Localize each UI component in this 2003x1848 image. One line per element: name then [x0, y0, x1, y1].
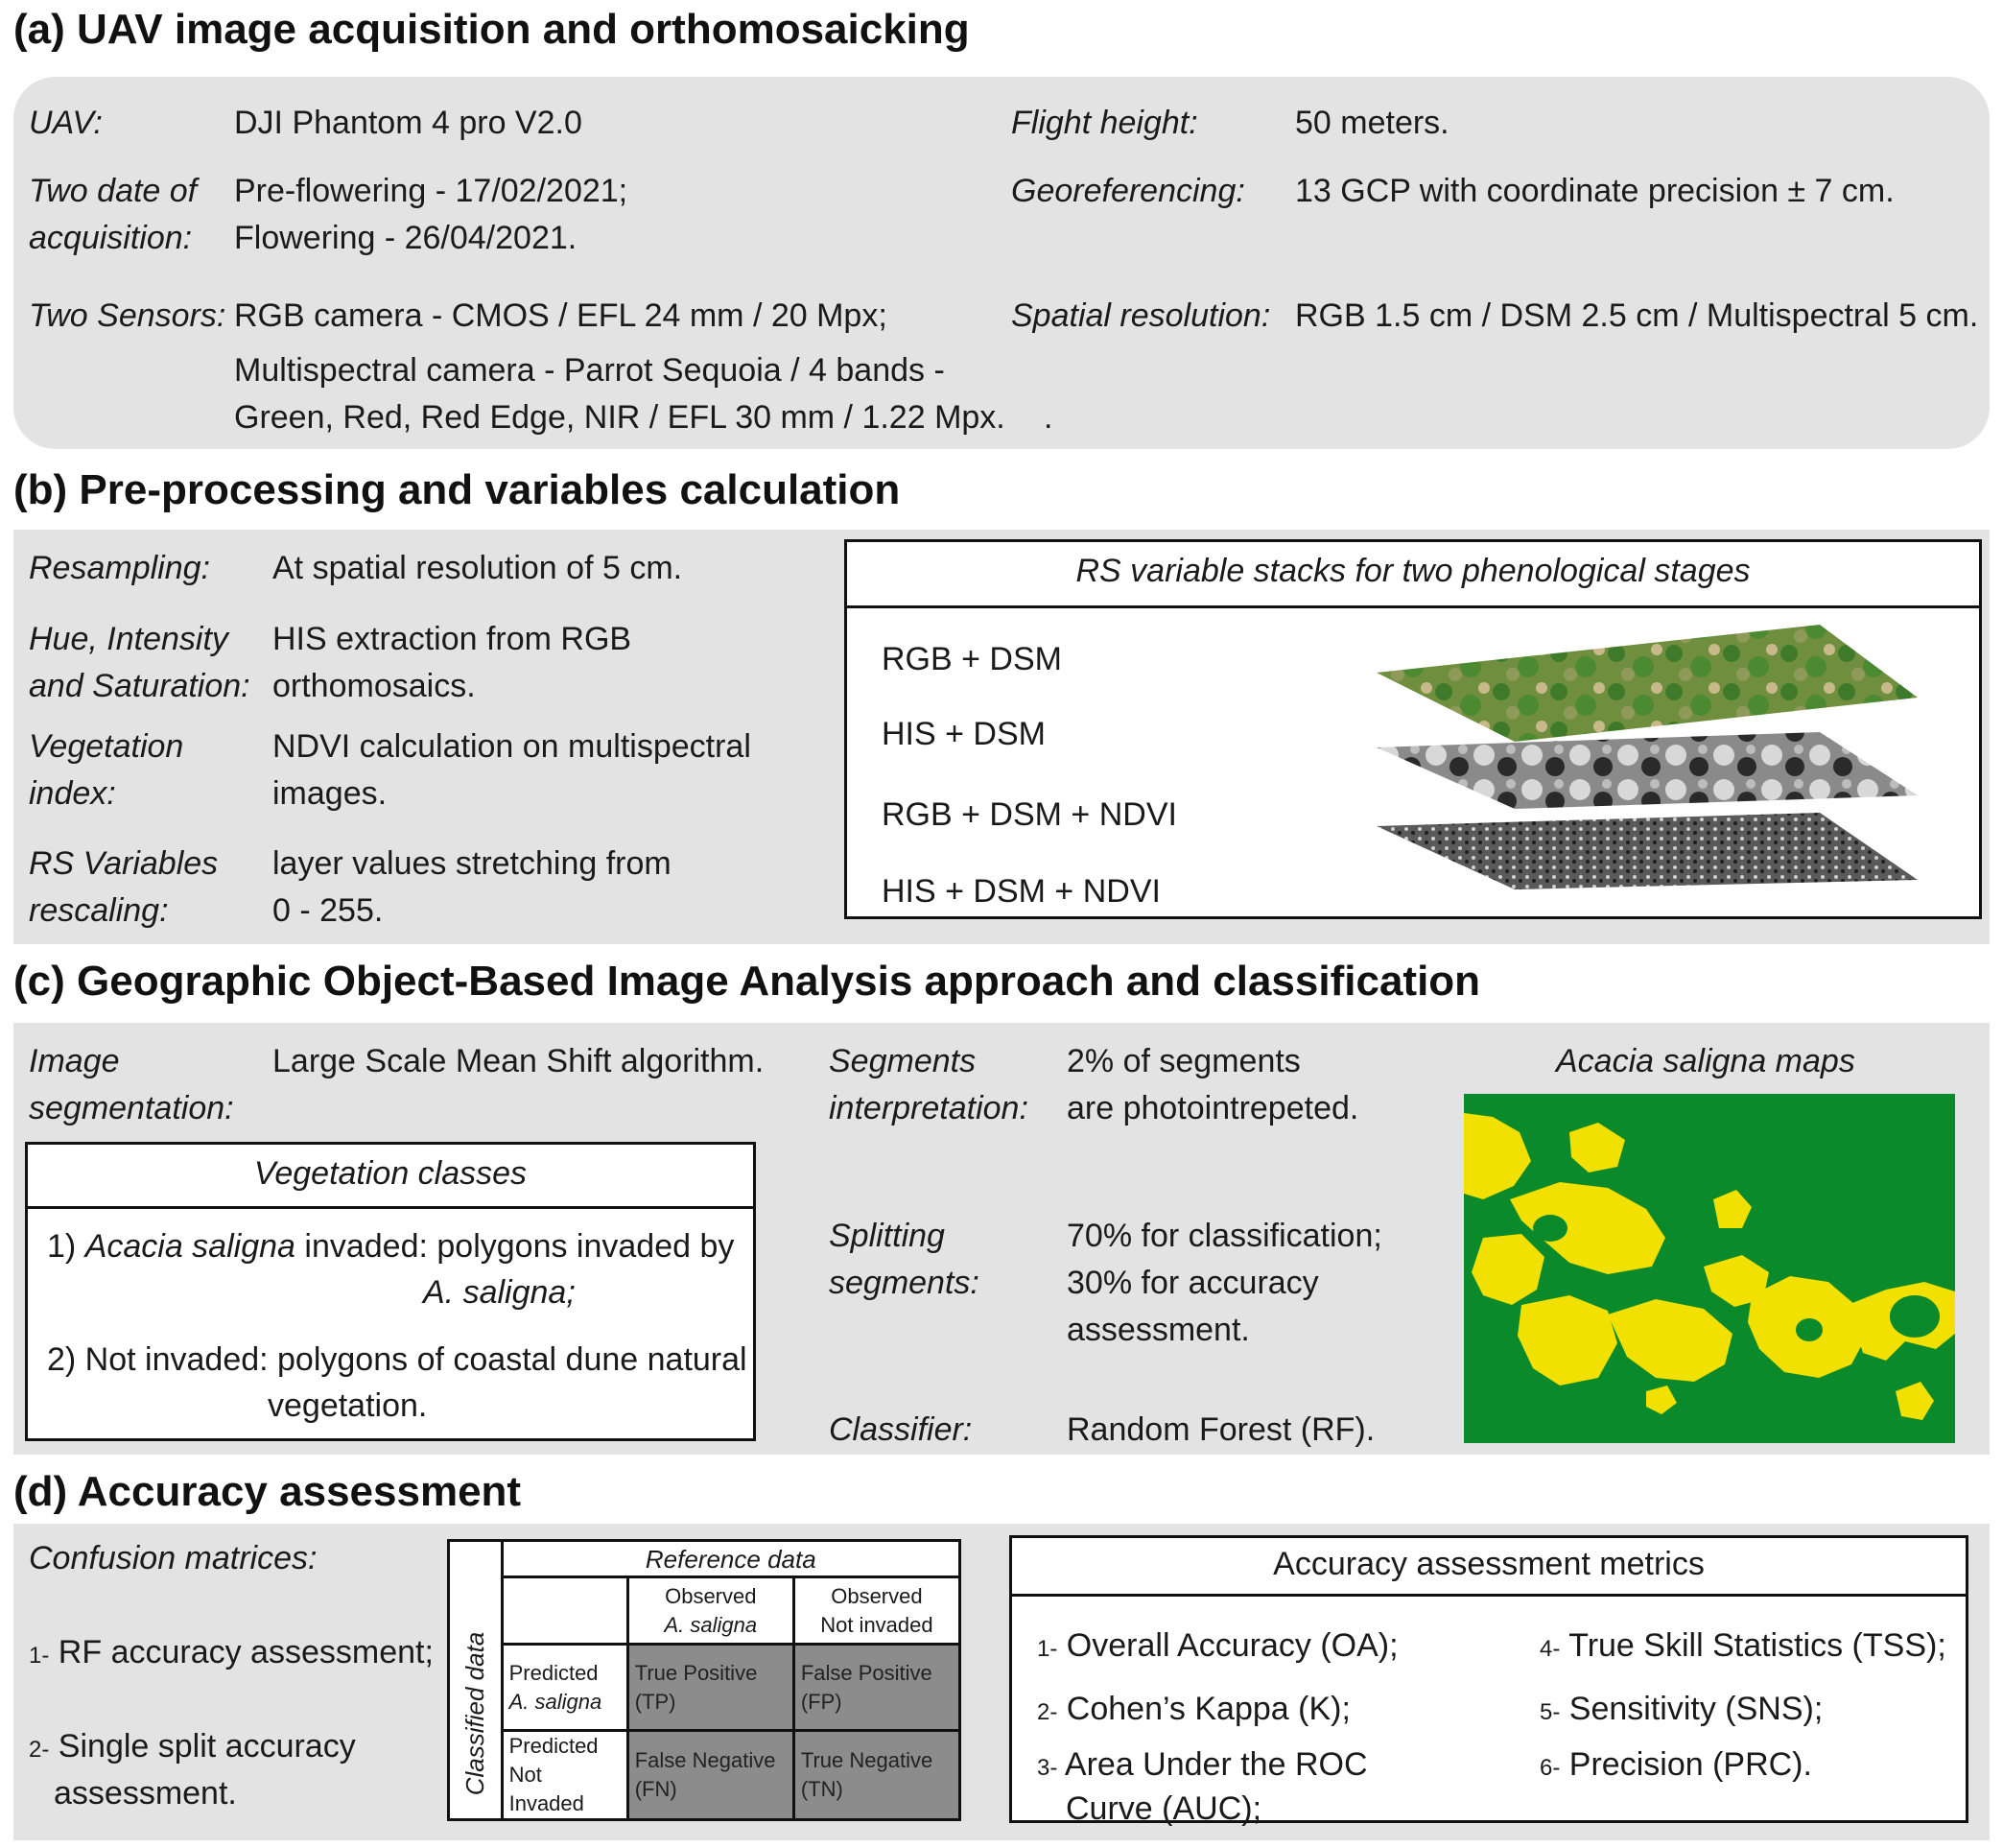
matrix-corner — [502, 1577, 627, 1645]
metric-item — [1540, 1741, 1812, 1791]
spatial-resolution-label: Spatial resolution: — [1011, 297, 1271, 334]
rescaling-label-1: RS Variables — [29, 845, 219, 882]
item-number: 1- — [29, 1643, 50, 1669]
dates-value-1: Pre-flowering - 17/02/2021; — [234, 173, 628, 209]
dates-label: Two date of — [29, 173, 198, 209]
false-negative-cell — [627, 1731, 793, 1820]
class-1-line-2: A. saligna; — [423, 1274, 576, 1311]
cell-line: False Negative — [634, 1748, 776, 1772]
stack-label: RGB + DSM — [882, 641, 1062, 677]
section-c-heading: (c) Geographic Object-Based Image Analysis approach and classification — [13, 958, 1481, 1005]
cell-line: (FN) — [634, 1777, 677, 1801]
metric-number: 3- — [1037, 1755, 1058, 1781]
class-1-species: Acacia saligna — [84, 1228, 295, 1265]
metric-item — [1540, 1623, 1946, 1672]
metric-number: 2- — [1037, 1699, 1058, 1725]
observed-not-invaded-header — [793, 1577, 959, 1645]
spatial-resolution-value: RGB 1.5 cm / DSM 2.5 cm / Multispectral 5 cm. — [1295, 297, 1979, 334]
splitting-value-1: 70% for classification; — [1067, 1218, 1382, 1254]
metric-item — [1540, 1686, 1823, 1736]
interpretation-label-1: Segments — [829, 1043, 977, 1079]
interpretation-value-1: 2% of segments — [1067, 1043, 1301, 1079]
veg-index-value-1: NDVI calculation on multispectral — [272, 728, 751, 765]
metric-number: 4- — [1540, 1636, 1561, 1662]
stack-label: HIS + DSM — [882, 716, 1046, 752]
vegetation-classes-title: Vegetation classes — [28, 1145, 753, 1209]
metric-text: Sensitivity (SNS); — [1568, 1691, 1824, 1727]
veg-index-label-1: Vegetation — [29, 728, 184, 765]
his-value-2: orthomosaics. — [272, 668, 476, 704]
sensors-label: Two Sensors: — [29, 297, 226, 334]
cell-line: True Positive — [634, 1660, 758, 1685]
interpretation-label-2: interpretation: — [829, 1090, 1028, 1126]
row-header-line: A. saligna — [508, 1689, 602, 1714]
georeferencing-value: 13 GCP with coordinate precision ± 7 cm. — [1295, 173, 1895, 209]
reference-data-header: Reference data — [502, 1541, 959, 1577]
classifier-value: Random Forest (RF). — [1067, 1411, 1376, 1448]
splitting-value-3: assessment. — [1067, 1312, 1250, 1348]
rescaling-label-2: rescaling: — [29, 892, 169, 929]
col-header-line: Not invaded — [820, 1612, 933, 1637]
confusion-matrices-label: Confusion matrices: — [29, 1540, 318, 1576]
predicted-acacia-header — [502, 1645, 627, 1731]
confusion-item-2 — [29, 1723, 356, 1773]
rescaling-value-2: 0 - 255. — [272, 892, 384, 929]
col-header-line: Observed — [665, 1583, 757, 1608]
splitting-label-1: Splitting — [829, 1218, 945, 1254]
true-positive-cell — [627, 1645, 793, 1731]
segmentation-label-2: segmentation: — [29, 1090, 234, 1126]
his-label-1: Hue, Intensity — [29, 621, 228, 657]
observed-acacia-header — [627, 1577, 793, 1645]
metric-text: Area Under the ROC — [1064, 1746, 1368, 1783]
row-header-line: Predicted — [508, 1734, 599, 1758]
flight-height-label: Flight height: — [1011, 105, 1198, 141]
resampling-value: At spatial resolution of 5 cm. — [272, 550, 683, 586]
acacia-saligna-map — [1464, 1094, 1955, 1443]
rescaling-value-1: layer values stretching from — [272, 845, 672, 882]
row-header-line: Not Invaded — [508, 1763, 584, 1815]
row-header-line: Predicted — [508, 1660, 599, 1685]
accuracy-metrics-title: Accuracy assessment metrics — [1012, 1538, 1966, 1597]
rs-variable-stacks-box — [844, 539, 1982, 919]
item-text: Single split accuracy — [58, 1728, 356, 1765]
cell-line: (FP) — [800, 1689, 842, 1714]
section-d-heading: (d) Accuracy assessment — [13, 1468, 522, 1515]
georeferencing-label: Georeferencing: — [1011, 173, 1245, 209]
col-header-line: Observed — [831, 1583, 923, 1608]
interpretation-value-2: are photointrepeted. — [1067, 1090, 1359, 1126]
stack-label: RGB + DSM + NDVI — [882, 796, 1177, 833]
stacked-layers-graphic — [1377, 605, 1981, 893]
metric-item — [1037, 1686, 1351, 1736]
splitting-value-2: 30% for accuracy — [1067, 1265, 1319, 1301]
sensors-value-2: Multispectral camera - Parrot Sequoia / 4 bands - — [234, 352, 945, 389]
accuracy-metrics-box — [1009, 1535, 1968, 1827]
col-header-line: A. saligna — [664, 1612, 758, 1637]
confusion-matrix — [447, 1539, 961, 1821]
dates-value-2: Flowering - 26/04/2021. — [234, 220, 577, 256]
sensors-value-3: Green, Red, Red Edge, NIR / EFL 30 mm / 1.22 Mpx. — [234, 399, 1005, 436]
sensors-value-1: RGB camera - CMOS / EFL 24 mm / 20 Mpx; — [234, 297, 887, 334]
metric-number: 1- — [1037, 1636, 1058, 1662]
confusion-item-2-line-2: assessment. — [54, 1775, 237, 1812]
splitting-label-2: segments: — [829, 1265, 979, 1301]
class-1-line-1 — [47, 1223, 734, 1269]
metric-text: Precision (PRC). — [1568, 1746, 1812, 1783]
classified-data-label: Classified data — [460, 1631, 490, 1795]
uav-value: DJI Phantom 4 pro V2.0 — [234, 105, 582, 141]
item-number: 2- — [29, 1737, 50, 1763]
dates-label-2: acquisition: — [29, 220, 193, 256]
predicted-not-invaded-header — [502, 1731, 627, 1820]
section-a-heading: (a) UAV image acquisition and orthomosaicking — [13, 6, 970, 53]
class-1-number: 1) — [47, 1228, 77, 1265]
metric-item — [1037, 1741, 1368, 1791]
classified-data-header — [449, 1541, 503, 1820]
ndvi-layer — [1377, 813, 1918, 889]
metric-text: Overall Accuracy (OA); — [1066, 1627, 1399, 1664]
false-positive-cell — [793, 1645, 959, 1731]
cell-line: True Negative — [800, 1748, 933, 1772]
true-negative-cell — [793, 1731, 959, 1820]
rgb-layer — [1377, 625, 1918, 742]
segmentation-label-1: Image — [29, 1043, 120, 1079]
uav-label: UAV: — [29, 105, 103, 141]
metric-text: True Skill Statistics (TSS); — [1568, 1627, 1946, 1664]
metric-item-continued: Curve (AUC); — [1066, 1790, 1262, 1827]
vegetation-classes-box — [25, 1142, 756, 1441]
metric-text: Cohen’s Kappa (K); — [1066, 1691, 1351, 1727]
metric-number: 6- — [1540, 1755, 1561, 1781]
dsm-layer — [1377, 732, 1918, 809]
item-text: RF accuracy assessment; — [58, 1634, 434, 1670]
cell-line: (TP) — [634, 1689, 676, 1714]
his-label-2: and Saturation: — [29, 668, 250, 704]
class-2-line-2: vegetation. — [268, 1387, 428, 1424]
resampling-label: Resampling: — [29, 550, 210, 586]
metric-number: 5- — [1540, 1699, 1561, 1725]
map-title: Acacia saligna maps — [1556, 1043, 1855, 1079]
veg-index-label-2: index: — [29, 775, 116, 812]
his-value-1: HIS extraction from RGB — [272, 621, 632, 657]
class-1-text: invaded: polygons invaded by — [304, 1228, 735, 1265]
segmentation-value: Large Scale Mean Shift algorithm. — [272, 1043, 765, 1079]
cell-line: (TN) — [800, 1777, 843, 1801]
stack-label: HIS + DSM + NDVI — [882, 873, 1161, 910]
stray-dot: . — [1044, 399, 1053, 436]
rs-variable-stacks-title: RS variable stacks for two phenological stages — [847, 542, 1979, 608]
flight-height-value: 50 meters. — [1295, 105, 1449, 141]
veg-index-value-2: images. — [272, 775, 388, 812]
metric-item — [1037, 1623, 1399, 1672]
cell-line: False Positive — [800, 1660, 932, 1685]
classifier-label: Classifier: — [829, 1411, 973, 1448]
confusion-item-1 — [29, 1629, 434, 1679]
class-2-line-1: 2) Not invaded: polygons of coastal dune natural — [47, 1341, 747, 1378]
section-b-heading: (b) Pre-processing and variables calculation — [13, 466, 901, 513]
